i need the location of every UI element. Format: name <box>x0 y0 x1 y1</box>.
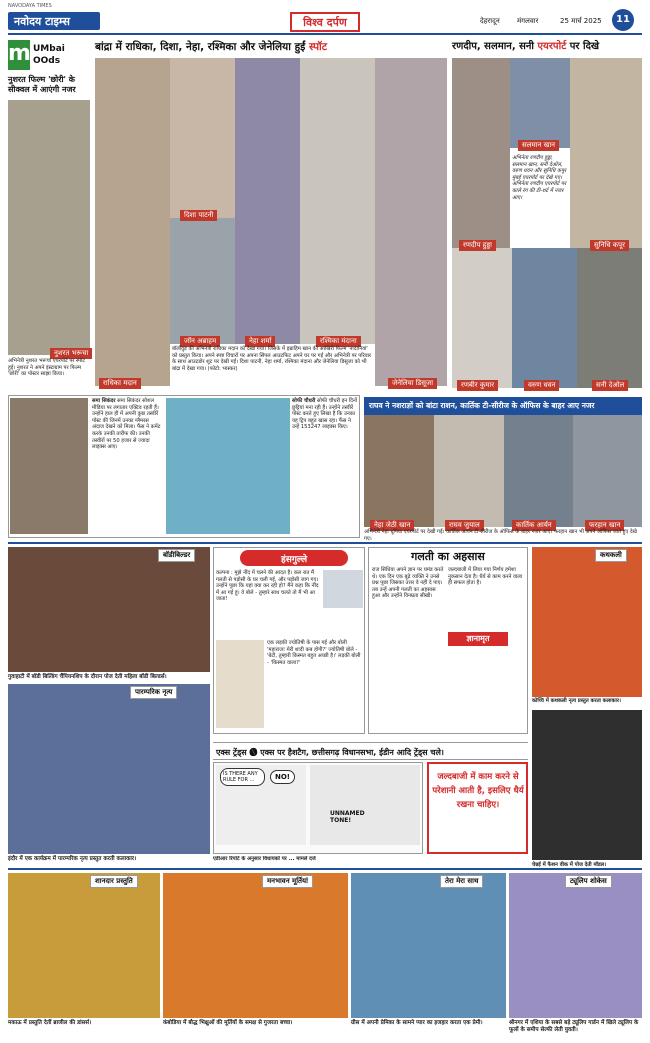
caption-genelia: जेनेलिया डिसूजा <box>388 378 437 389</box>
gyan-label: ज्ञानामृत <box>448 632 508 646</box>
caption-disha: दिशा पाटनी <box>180 210 217 221</box>
photo-disha <box>170 58 235 218</box>
quote-text: जल्दबाजी में काम करने से परेशानी आती है, इसलिए धैर्य रखना चाहिए। <box>432 772 524 810</box>
photo-sophie <box>166 398 290 534</box>
photo-genelia <box>375 58 447 386</box>
shama-label: समा सिकंदर <box>92 398 116 404</box>
section-title: विश्व दर्पण <box>290 12 360 32</box>
comic-quote-b: NO! <box>270 770 295 784</box>
caption-radhika: राधिका मदान <box>99 378 141 389</box>
masthead <box>0 0 650 36</box>
dance-caption: इंदौर में एक कार्यक्रम में पारम्परिक नृत्य प्रस्तुत करती कलाकार। <box>8 856 137 862</box>
airport-headline <box>452 40 642 53</box>
main-story-body: बॉलीवुड की अभिनेत्री राधिका मदान को देखा गया। जिसके में इब्राहिम खान की आखिरी फिल्म 'नादानियां' को प्रस्तुत किया। अपने स्पष्ट विचारों पर अपना सिंपल आउटफिट अपने घर पर गई और अभिनेत्री पर परिवार के साथ आउटडोर शूट पर देखी गईं। दिशा पाटनी, नेहा शर्मा, रश्मिका मंदाना और जेनेलिया डिसूजा को भी बांद्रा में देखा गया। (फोटो: भास्कर) <box>172 346 372 372</box>
mumbai-logo-text: UMbai OOds <box>33 44 65 66</box>
photo-farhan <box>573 415 642 527</box>
label-macau: शानदार प्रस्तुति <box>90 875 138 888</box>
caption-tulip: श्रीनगर में एशिया के सबसे बड़े ट्यूलिप गार्डन में खिले ट्यूलिप के फूलों के समीप सेल्फी लेती युवती। <box>509 1020 639 1033</box>
comic-note: एडीआर रिपोर्ट के अनुसार विधायकों पर ... मामले दर्ज <box>213 856 316 862</box>
issue-date: 25 मार्च 2025 <box>560 17 602 25</box>
caption-greece: ग्रीस में अपनी प्रेमिका के सामने प्यार का इजहार करता एक प्रेमी। <box>351 1020 483 1026</box>
caption-raghav: राघव जुयाल <box>445 520 484 531</box>
mumbai-logo-m: m <box>8 40 30 70</box>
comic-quote-a: IS THERE ANY RULE FOR ... <box>220 768 265 786</box>
label-tulip: ट्यूलिप शोकेस <box>565 875 612 888</box>
joke-2: एक लड़की ज्योतिषी के पास गई और बोली 'महाराज! मेरी शादी कब होगी?' ज्योतिषी बोले - 'बेटी, तुम्हारी किस्मत बहुत अच्छी है।' लड़की बोली - 'किस्मत वाला?' <box>267 640 361 666</box>
raghav-body: अभिनेत्री नेहा धूपिया एयरपोर्ट पर देखी गईं। कार्तिक आर्यन टी-सीरीज के ऑफिस के बाहर नजर आए। फरहान खान भी अपने ऑफिस जाते हुए देखे गए। <box>364 529 637 542</box>
caption-varun: वरुण धवन <box>524 380 559 391</box>
photo-ranbir-kumar <box>452 248 512 388</box>
joke-1: कल्पना : मुझे नींद में चलने की आदत है। कल रात मैं गलती से पड़ोसी के घर चली गई, और पड़ोसी जाग गए। उन्होंने पूछा कि यहां क्या कर रही हो? मैंने कहा कि नींद में आ गई हूं। वे बोले - तुम्हारे साथ चलते तो मैं भी आ जाता! <box>216 570 319 603</box>
caption-kartik: कार्तिक आर्यन <box>512 520 556 531</box>
haasy-title: हंसगुल्ले <box>240 550 348 566</box>
mumbai-logo <box>8 40 90 72</box>
caption-ranbir-kumar: रणबीर कुमार <box>457 380 498 391</box>
photo-dance <box>8 684 210 854</box>
page-number: 11 <box>612 9 634 31</box>
shama-text <box>92 398 162 451</box>
mid-divider <box>8 542 642 544</box>
photo-bodybuilders <box>8 547 210 672</box>
label-cambodia: मनभावन मूर्तियां <box>262 875 313 888</box>
caption-sunidhi: सुनिधि कपूर <box>590 240 629 251</box>
caption-macau: मकाऊ में प्रस्तुति देतीं ब्राजील की डांसर्स। <box>8 1020 92 1026</box>
photo-sunidhi <box>570 58 642 248</box>
photo-john <box>170 218 235 344</box>
shama-body: समा सिकंदर सोशल मीडिया पर लगातार एक्टिव रहती हैं। उन्होंने हाल ही में अपनी कुछ तस्वीरें पोस्ट कीं जिनमें उनका ग्लैमरस अंदाज देखने को मिला। फैंस ने कमेंट करके उनकी तारीफ की। उनकी तस्वीरों पर 50 हजार से ज्यादा लाइक्स आए। <box>92 398 161 451</box>
kathakali-caption: कोच्चि में कथकली नृत्य प्रस्तुत करता कलाकार। <box>532 698 621 704</box>
label-greece: तेरा मेरा साथ <box>440 875 483 888</box>
label-bodybuilder: बॉडीबिल्डर <box>158 549 195 562</box>
photo-rashmika <box>300 58 375 344</box>
main-headline-accent: स्पॉट <box>308 41 328 53</box>
raghav-headline: राघव ने नशराज्ञों को बांटा राशन, कार्तिक टी-सीरीज के ऑफिस के बाहर आए नजर <box>364 397 642 415</box>
photo-nushrat <box>8 100 90 355</box>
caption-randeep: रणदीप हुड्डा <box>459 240 496 251</box>
photo-kathakali <box>532 547 642 697</box>
photo-cambodia <box>163 873 348 1018</box>
joke-cartoon-2 <box>216 640 264 728</box>
photo-macau <box>8 873 160 1018</box>
masthead-rule <box>8 33 642 35</box>
photo-shama <box>10 398 88 534</box>
day: मंगलवार <box>517 17 539 25</box>
city: देहरादून <box>480 17 500 25</box>
photo-greece <box>351 873 506 1018</box>
caption-rashmika: रश्मिका मंदाना <box>316 336 361 347</box>
joke-cartoon-1 <box>323 570 363 608</box>
caption-cambodia: कंबोडिया में बौद्ध भिक्षुओं की मूर्तियों के समक्ष से गुजरता बच्चा। <box>163 1020 293 1026</box>
photo-neha <box>235 58 300 344</box>
bottom-divider <box>8 868 642 870</box>
photo-raghav <box>434 415 504 527</box>
photo-sunny <box>577 248 642 388</box>
photo-radhika <box>95 58 170 386</box>
photo-varun <box>512 248 577 388</box>
caption-sunny: सनी देओल <box>592 380 628 391</box>
photo-salman <box>510 58 570 148</box>
masthead-small-title: NAVODAYA TIMES <box>8 3 52 9</box>
caption-neha-jethi: नेहा जेठी खान <box>370 520 414 531</box>
photo-neha-jethi <box>364 415 434 527</box>
sophie-label: सोफी चौधरी <box>292 398 316 404</box>
photo-randeep <box>452 58 510 248</box>
sophie-text <box>292 398 358 431</box>
caption-neha: नेहा शर्मा <box>245 336 275 347</box>
main-headline-text: बांद्रा में राधिका, दिशा, नेहा, रश्मिका और जेनेलिया हुईं <box>95 41 306 53</box>
airport-headline-end: पर दिखे <box>569 41 600 52</box>
caption-nushrat: नुशरत भरूचा <box>50 348 92 359</box>
airport-body: अभिनेता रणदीप हुड्डा, सलमान खान, सनी देओल, वरुण धवन और सुनिधि कपूर मुंबई एयरपोर्ट पर देखे गए। अभिनेता रणदीप एयरपोर्ट पर काले रंग की टी-शर्ट में नजर आए। <box>512 155 567 201</box>
airport-headline-text: रणदीप, सलमान, सनी <box>452 41 535 52</box>
main-headline <box>95 40 447 54</box>
fashion-caption: चेन्नई में फैशन वीक में पोज देती मॉडल। <box>532 862 607 868</box>
caption-farhan: फरहान खान <box>585 520 624 531</box>
mumbai-headline: नुशरत फिल्म 'छोरी' के सीक्वल में आएंगी नजर <box>8 75 76 94</box>
label-kathakali: कथकली <box>595 549 627 562</box>
galti-title: गलती का अहसास <box>411 550 485 563</box>
galti-body-2: जल्दबाजी में लिया गया निर्णय हमेशा नुकसान देता है। धैर्य से काम करने वाला ही सफल होता है। <box>448 567 523 587</box>
caption-salman: सलमान खान <box>518 140 559 151</box>
mumbai-body: अभिनेत्री नुशरत भरूचा एयरपोर्ट पर स्पॉट हुई। नुशरत ने अपने इंस्टाग्राम पर फिल्म 'छोरी' का पोस्टर साझा किया। <box>8 358 85 378</box>
caption-john: जॉन अब्राहम <box>180 336 220 347</box>
label-dance: पारम्परिक नृत्य <box>130 686 177 699</box>
galti-body: राज सिंधिया अपने ज्ञान पर घमंड करते थे। एक दिन एक बूढ़े व्यक्ति ने उनसे प्रश्न पूछा जिसका उत्तर वे नहीं दे पाए। तब उन्हें अपनी गलती का अहसास हुआ और उन्होंने विनम्रता सीखी। <box>372 567 444 600</box>
sophie-body: सोफी चौधरी इन दिनों छुट्टियां मना रही हैं। उन्होंने तस्वीरें पोस्ट करते हुए लिखा है कि उनका यह ट्रिप बहुत खास रहा। फैंस ने उन्हें 153247 लाइक्स किए। <box>292 398 358 431</box>
comic-caption: UNNAMED TONE! <box>330 810 365 824</box>
airport-headline-accent: एयरपोर्ट <box>537 41 567 52</box>
photo-tulip <box>509 873 642 1018</box>
comic-panel-2 <box>310 765 420 845</box>
photo-fashion <box>532 710 642 860</box>
photo-kartik <box>504 415 573 527</box>
x-trends-banner: एक्स ट्रेंड्स 🅧 एक्स पर हैशटैग, छत्तीसगढ़ विधानसभा, ईडीन आदि ट्रेंड्स चले। <box>213 742 528 760</box>
bodybuilder-caption: गुवाहाटी में बॉडी बिल्डिंग चैंपियनशिप के दौरान पोज देती महिला बॉडी बिल्डर्स। <box>8 674 167 680</box>
masthead-title: नवोदय टाइम्स <box>8 12 100 30</box>
